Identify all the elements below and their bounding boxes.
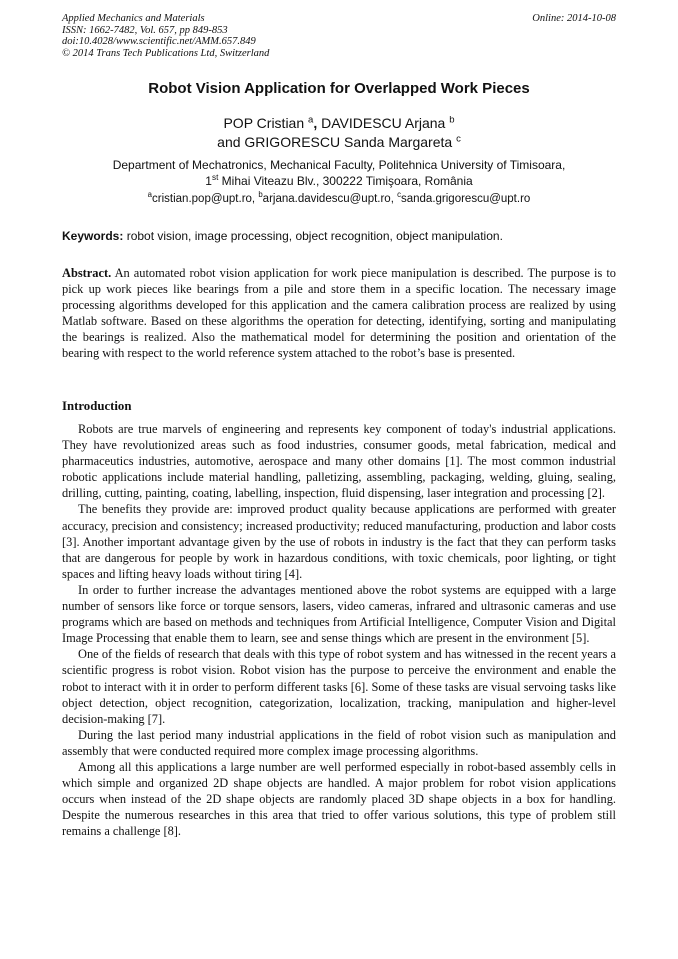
email-b-sup: b bbox=[258, 190, 263, 200]
author-line-1 bbox=[62, 114, 616, 133]
author-emails bbox=[62, 190, 616, 205]
author-grigorescu: and GRIGORESCU Sanda Margareta bbox=[217, 134, 453, 150]
affiliation bbox=[62, 157, 616, 189]
email-c-sup: c bbox=[397, 190, 401, 200]
author-pop-sup: a bbox=[308, 114, 314, 126]
author-grigorescu-sup: c bbox=[456, 133, 461, 145]
intro-paragraph-1: Robots are true marvels of engineering and represents key component of today's industrial applications. They have revolutionized areas such as food industries, consumer goods, metal fabrication, medical and pharmaceutics industries, automotive, aerospace and many other domains [1]. The most common industrial robotic applications include material handling, palletizing, assembling, packaging, welding, gluing, sealing, drilling, cutting, painting, coating, labelling, inspection, fluid dispensing, laser integration and processing [2]. bbox=[62, 422, 616, 501]
keywords bbox=[62, 229, 616, 243]
issn-line: ISSN: 1662-7482, Vol. 657, pp 849-853 bbox=[62, 24, 228, 36]
email-a[interactable]: cristian.pop@upt.ro, bbox=[152, 193, 259, 205]
keywords-text: robot vision, image processing, object recognition, object manipulation. bbox=[123, 229, 503, 243]
affiliation-number-sup: st bbox=[211, 173, 219, 182]
author-davidescu-sup: b bbox=[449, 114, 455, 126]
author-separator: , bbox=[313, 115, 318, 131]
email-b[interactable]: arjana.davidescu@upt.ro, bbox=[262, 193, 398, 205]
intro-paragraph-5: During the last period many industrial applications in the field of robot vision such as manipulation and assembly that were conducted required more complex image processing algorithms. bbox=[62, 727, 616, 758]
author-list bbox=[62, 114, 616, 152]
affiliation-address: Mihai Viteazu Blv., 300222 Timişoara, România bbox=[218, 174, 473, 188]
intro-paragraph-6: Among all this applications a large number are well performed especially in robot-based assembly cells in which simple and organized 2D shape objects are handled. A major problem for robot vision applications occurs when instead of the 2D shape objects are randomly placed 3D shape objects in a box for handling. Despite the numerous researches in this area that tried to offer various solutions, this type of problem still remains a challenge [8]. bbox=[62, 759, 616, 839]
affiliation-line-2 bbox=[62, 173, 616, 189]
copyright-line: © 2014 Trans Tech Publications Ltd, Switzerland bbox=[62, 47, 270, 59]
journal-header bbox=[62, 13, 616, 59]
abstract-text: An automated robot vision application for work piece manipulation is described. The purpose is to pick up work pieces like bearings from a pile and store them in a specific location. The necessary image processing algorithms developed for this application and the camera calibration process are realized by using Matlab software. Based on these algorithms the operation for detecting, identifying, sorting and manipulating the bearings is realized. Also the mathematical model for determining the position and orientation of the bearing with respect to the world reference system attached to the robot’s base is presented. bbox=[62, 266, 616, 361]
affiliation-number: 1 bbox=[205, 174, 212, 188]
keywords-label: Keywords: bbox=[62, 229, 124, 243]
online-date: Online: 2014-10-08 bbox=[532, 13, 616, 24]
doi-line[interactable]: doi:10.4028/www.scientific.net/AMM.657.849 bbox=[62, 36, 256, 48]
abstract bbox=[62, 265, 616, 362]
journal-name: Applied Mechanics and Materials bbox=[62, 13, 205, 24]
paper-title: Robot Vision Application for Overlapped Work Pieces bbox=[148, 80, 530, 97]
intro-paragraph-2: The benefits they provide are: improved product quality because applications are performed with greater accuracy, precision and consistency; increased productivity; reduced manufacturing, production and labor costs [3]. Another important advantage given by the use of robots in industry is the fact that they can perform tasks that are dangerous for people by work in hazardous conditions, with toxic chemicals, poor lighting, or tight spaces and lifting heavy loads without tiring [4]. bbox=[62, 502, 616, 581]
abstract-paragraph bbox=[62, 265, 616, 362]
email-a-sup: a bbox=[147, 190, 153, 200]
author-pop: POP Cristian bbox=[223, 115, 305, 131]
intro-paragraph-3: In order to further increase the advantages mentioned above the robot systems are equipped with a large number of sensors like force or torque sensors, lasers, video cameras, infrared and ultrasonic cameras and use programs which are based on methods and techniques from Artificial Intelligence, Computer Vision and Digital Image Processing that enable them to learn, see and sense things which are present in the environment [5]. bbox=[62, 582, 616, 646]
introduction-body bbox=[62, 421, 616, 839]
author-davidescu: DAVIDESCU Arjana bbox=[317, 115, 446, 131]
email-c[interactable]: sanda.grigorescu@upt.ro bbox=[401, 193, 531, 205]
intro-paragraph-4: One of the fields of research that deals with this type of robot system and has witnessed in the recent years a scientific progress is robot vision. Robot vision has the purpose to perceive the environment and enable the robot to interact with it in order to perform different tasks [6]. Some of these tasks are visual servoing tasks like object detection, object recognition, categorization, localization, tracking, manipulation and higher-level decision-making [7]. bbox=[62, 647, 616, 726]
abstract-label: Abstract. bbox=[62, 266, 112, 280]
introduction-heading: Introduction bbox=[62, 399, 132, 413]
affiliation-line-1: Department of Mechatronics, Mechanical Faculty, Politehnica University of Timisoara, bbox=[112, 158, 566, 172]
author-line-2 bbox=[62, 133, 616, 152]
